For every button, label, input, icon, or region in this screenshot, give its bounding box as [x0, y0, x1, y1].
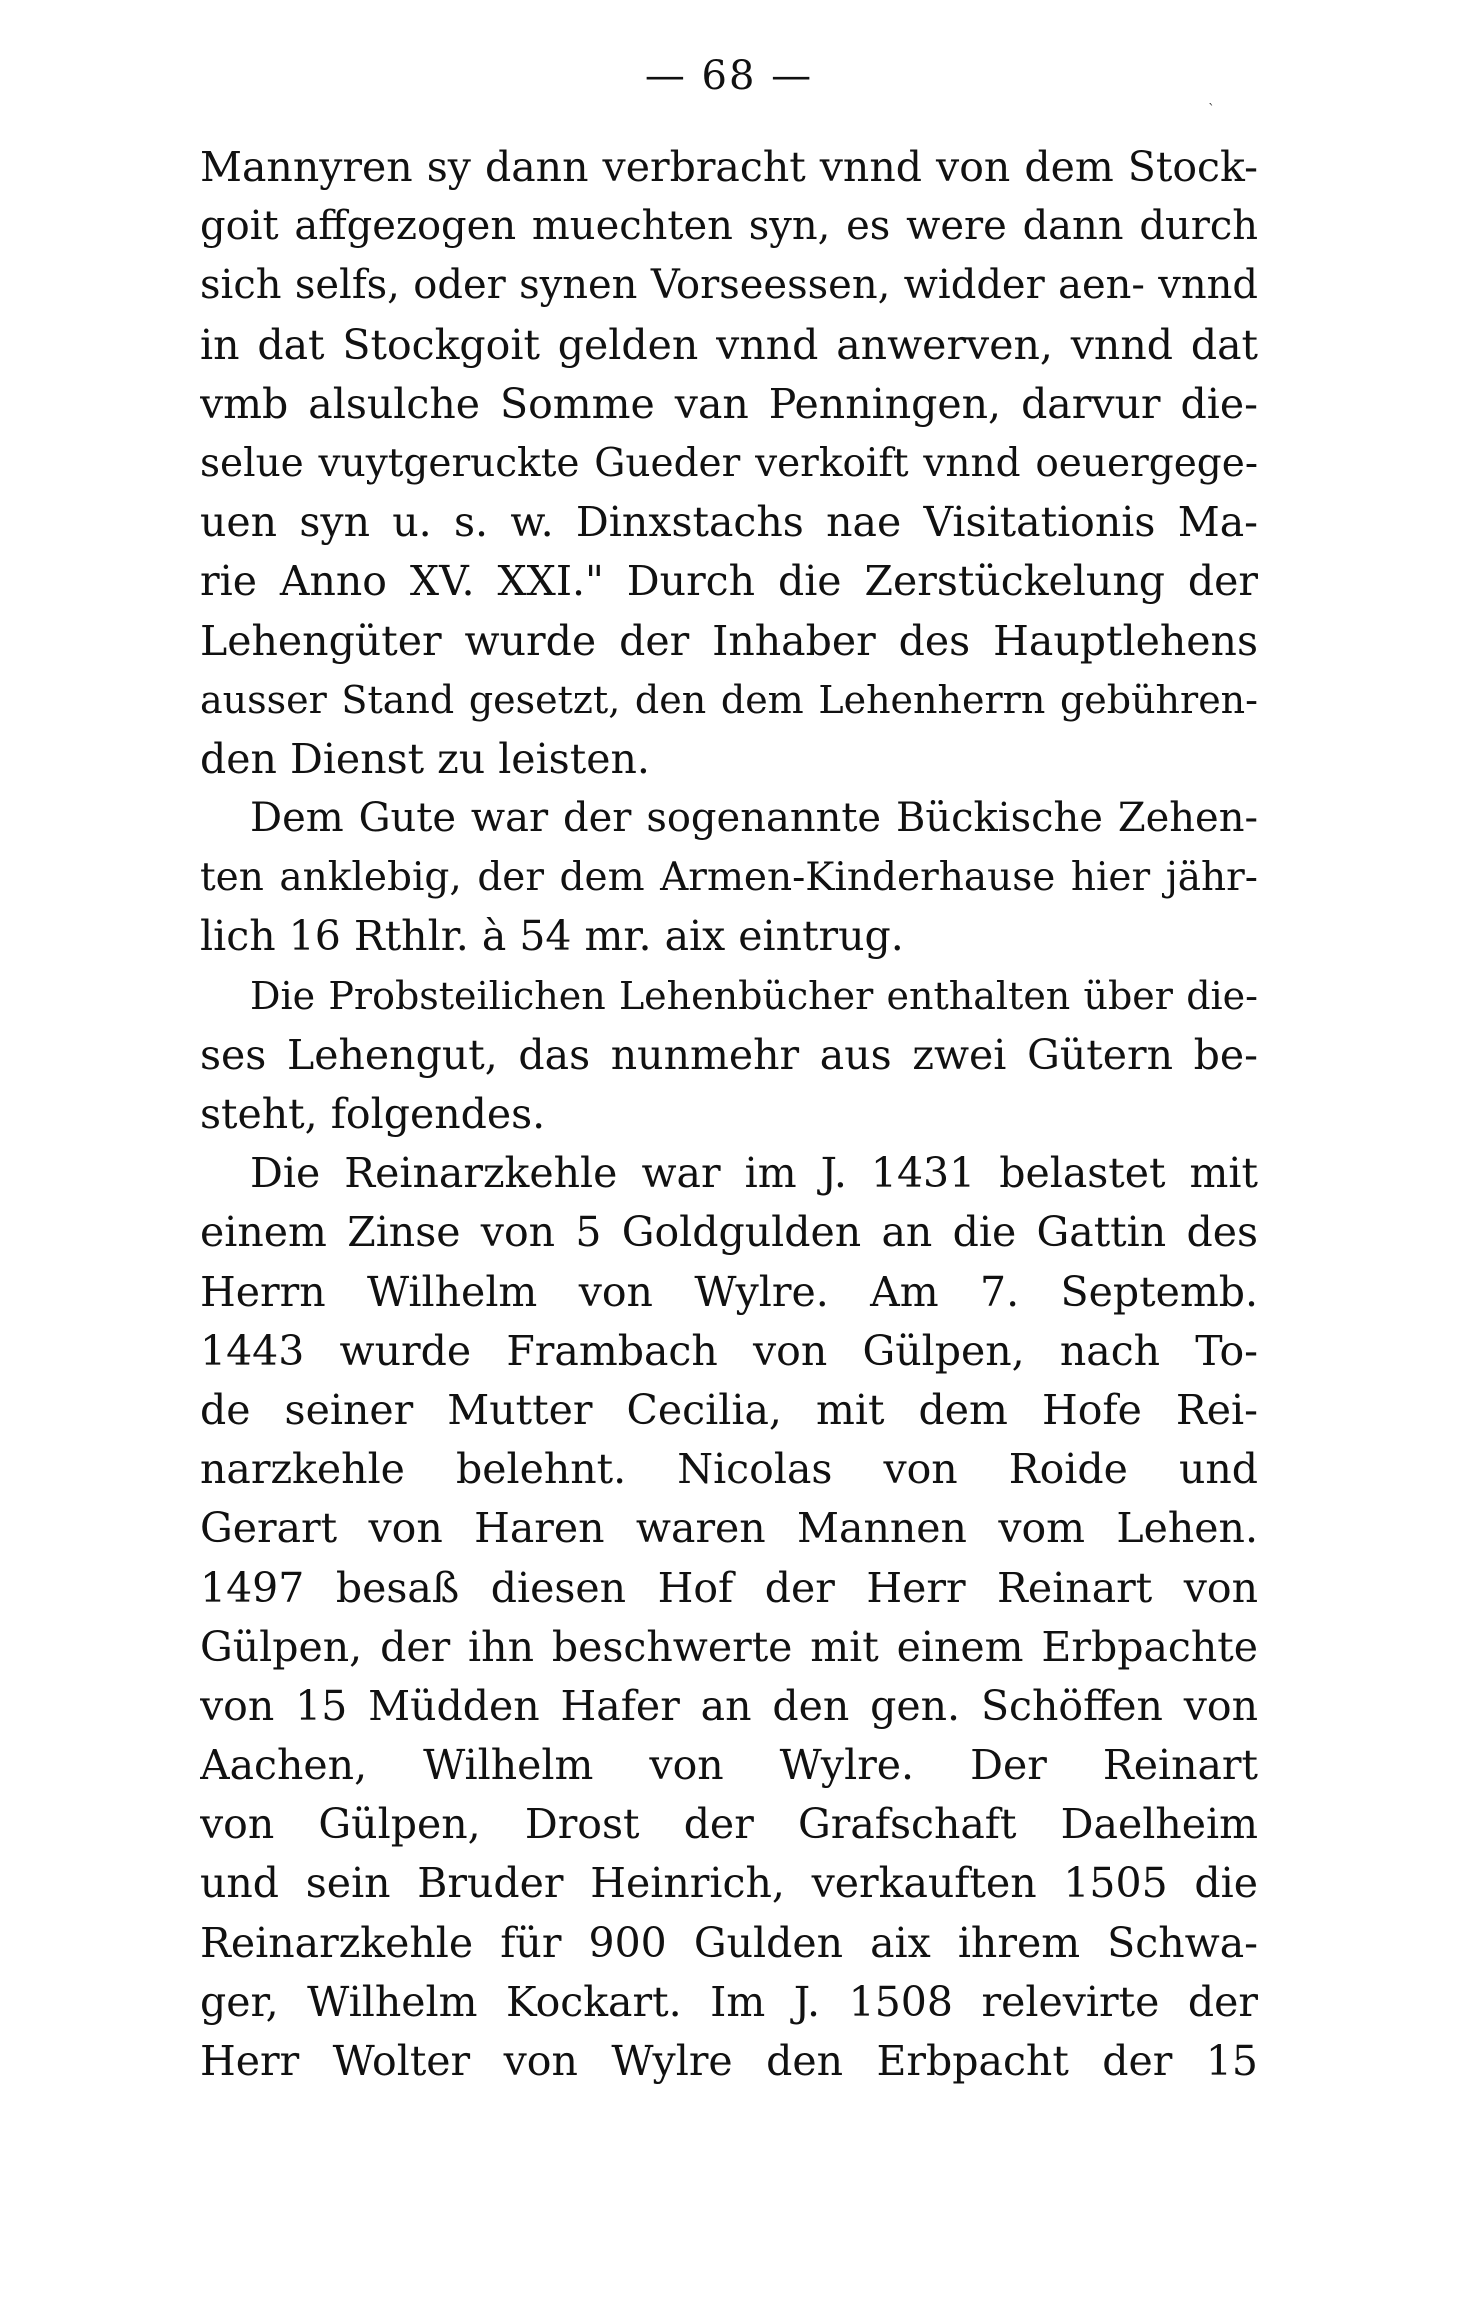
- text-line: in dat Stockgoit gelden vnnd anwerven, vnnd dat: [200, 320, 1258, 369]
- text-line: Mannyren sy dann verbracht vnnd von dem Stock-: [200, 143, 1258, 191]
- text-line: ten anklebig, der dem Armen-Kinderhause hier jähr-: [200, 855, 1258, 901]
- text-line: Reinarzkehle für 900 Gulden aix ihrem Schwa-: [200, 1918, 1258, 1967]
- text-line: de seiner Mutter Cecilia, mit dem Hofe Rei-: [200, 1385, 1258, 1434]
- text-line: Aachen, Wilhelm von Wylre. Der Reinart: [200, 1741, 1258, 1790]
- text-line: einem Zinse von 5 Goldgulden an die Gattin des: [200, 1208, 1258, 1257]
- text-line: Dem Gute war der sogenannte Bückische Zehen-: [250, 795, 1258, 842]
- text-line: steht, folgendes.: [200, 1090, 546, 1138]
- text-line: ausser Stand gesetzt, den dem Lehenherrn gebühren-: [200, 677, 1258, 722]
- text-line: Die Reinarzkehle war im J. 1431 belastet mit: [250, 1149, 1258, 1198]
- text-line: Lehengüter wurde der Inhaber des Hauptlehens: [200, 616, 1258, 665]
- text-line: goit affgezogen muechten syn, es were dann durch: [200, 203, 1258, 250]
- text-line: ses Lehengut, das nunmehr aus zwei Gütern be-: [200, 1030, 1258, 1079]
- text-line: lich 16 Rthlr. à 54 mr. aix eintrug.: [200, 912, 904, 961]
- text-line: Die Probsteilichen Lehenbücher enthalten über die-: [250, 973, 1258, 1018]
- text-line: uen syn u. s. w. Dinxstachs nae Visitationis Ma-: [200, 498, 1258, 547]
- text-line: ger, Wilhelm Kockart. Im J. 1508 relevirte der: [200, 1977, 1258, 2026]
- text-line: und sein Bruder Heinrich, verkauften 1505 die: [200, 1859, 1258, 1908]
- text-line: narzkehle belehnt. Nicolas von Roide und: [200, 1445, 1258, 1494]
- text-line: rie Anno XV. XXI." Durch die Zerstückelung der: [200, 557, 1258, 606]
- body-text: [200, 138, 1258, 2091]
- ink-speck: `: [1208, 102, 1215, 118]
- text-line: selue vuytgeruckte Gueder verkoift vnnd oeuergege-: [200, 440, 1258, 486]
- text-line: den Dienst zu leisten.: [200, 734, 650, 783]
- text-line: Herr Wolter von Wylre den Erbpacht der 15: [200, 2037, 1258, 2085]
- text-line: von Gülpen, Drost der Grafschaft Daelheim: [200, 1800, 1258, 1849]
- text-line: 1497 besaß diesen Hof der Herr Reinart von: [200, 1563, 1258, 1612]
- text-line: 1443 wurde Frambach von Gülpen, nach To-: [200, 1326, 1258, 1375]
- text-line: Gerart von Haren waren Mannen vom Lehen.: [200, 1504, 1258, 1553]
- text-line: von 15 Müdden Hafer an den gen. Schöffen von: [200, 1681, 1258, 1730]
- text-line: sich selfs, oder synen Vorseessen, widder aen- vnnd: [200, 262, 1258, 309]
- text-line: vmb alsulche Somme van Penningen, darvur die-: [200, 379, 1258, 428]
- page-number-header: — 68 —: [644, 53, 814, 99]
- text-line: Herrn Wilhelm von Wylre. Am 7. Septemb.: [200, 1267, 1258, 1316]
- text-line: Gülpen, der ihn beschwerte mit einem Erbpachte: [200, 1622, 1258, 1671]
